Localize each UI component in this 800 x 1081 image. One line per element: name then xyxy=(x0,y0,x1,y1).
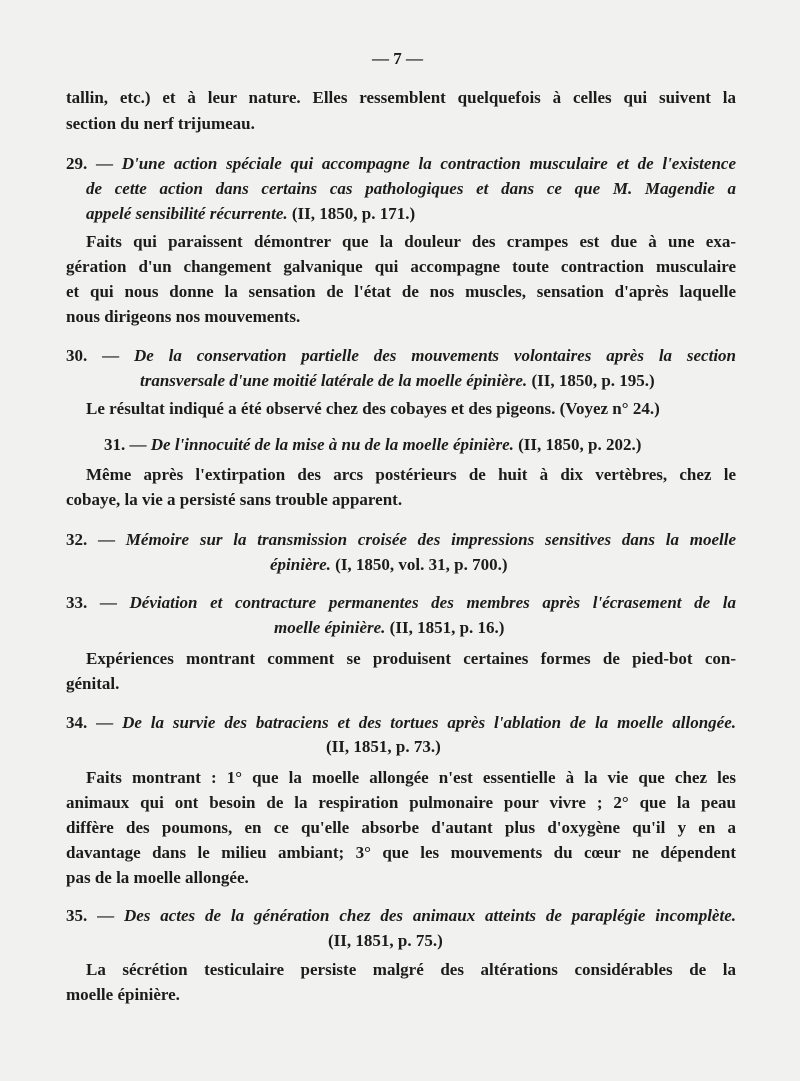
entry-31-title: De l'innocuité de la mise à nu de la moelle épinière. xyxy=(150,435,514,454)
entry-34-title: De la survie des batraciens et des tortues après l'ablation de la moelle allongée. xyxy=(122,713,736,732)
entry-33-number: 33. — xyxy=(66,593,130,612)
entry-32-title: Mémoire sur la transmission croisée des impressions sensitives dans la moelle xyxy=(125,530,736,549)
entry-30-title: De la conservation partielle des mouvements volontaires après la section xyxy=(133,346,736,365)
entry-32-title-end: épinière. xyxy=(270,555,331,574)
entry-33-title-line-2 xyxy=(274,618,504,638)
entry-34-body-line-4: davantage dans le milieu ambiant; 3° que les mouvements du cœur ne dépendent xyxy=(66,843,736,862)
entry-33-reference: (II, 1851, p. 16.) xyxy=(385,618,505,637)
entry-32-title-line-2 xyxy=(270,555,508,575)
entry-29-body-line-1: Faits qui paraissent démontrer que la douleur des crampes est due à une exa- xyxy=(86,232,736,251)
entry-35-reference: (II, 1851, p. 75.) xyxy=(328,931,443,950)
entry-34-body-line-2: animaux qui ont besoin de la respiration pulmonaire pour vivre ; 2° que la peau xyxy=(66,793,736,812)
entry-31-title-line-1 xyxy=(104,435,641,455)
entry-30-number: 30. — xyxy=(66,346,134,365)
intro-line-1: tallin, etc.) et à leur nature. Elles ressemblent quelquefois à celles qui suivent la xyxy=(66,88,736,107)
entry-35-number: 35. — xyxy=(66,906,124,925)
entry-30-title-line-1 xyxy=(66,346,736,366)
entry-33-title: Déviation et contracture permanentes des membres après l'écrasement de la xyxy=(129,593,737,612)
entry-34-title-line-1 xyxy=(66,713,736,733)
entry-29-title: D'une action spéciale qui accompagne la contraction musculaire et de l'existence xyxy=(121,154,736,173)
entry-29-reference: (II, 1850, p. 171.) xyxy=(287,204,416,223)
entry-29-title-line-1 xyxy=(66,154,736,174)
entry-29-body-line-2: gération d'un changement galvanique qui accompagne toute contraction musculaire xyxy=(66,257,736,276)
entry-34-body-line-5: pas de la moelle allongée. xyxy=(66,868,249,887)
entry-35-title: Des actes de la génération chez des animaux atteints de paraplégie incomplète. xyxy=(123,906,736,925)
entry-35-body-line-2: moelle épinière. xyxy=(66,985,180,1004)
entry-30-body-line-1: Le résultat indiqué a été observé chez des cobayes et des pigeons. (Voyez n° 24.) xyxy=(86,399,660,418)
entry-31-reference: (II, 1850, p. 202.) xyxy=(513,435,642,454)
entry-35-body-line-1: La sécrétion testiculaire persiste malgré des altérations considérables de la xyxy=(86,960,736,979)
entry-35-title-line-1 xyxy=(66,906,736,926)
entry-30-title-line-2 xyxy=(140,371,655,391)
entry-32-title-line-1 xyxy=(66,530,736,550)
entry-34-body-line-3: diffère des poumons, en ce qu'elle absorbe d'autant plus d'oxygène qu'il y en a xyxy=(66,818,736,837)
entry-33-body-line-1: Expériences montrant comment se produisent certaines formes de pied-bot con- xyxy=(86,649,736,668)
entry-33-body-line-2: génital. xyxy=(66,674,120,693)
intro-line-2: section du nerf trijumeau. xyxy=(66,114,255,133)
entry-32-reference: (I, 1850, vol. 31, p. 700.) xyxy=(330,555,508,574)
entry-29-title-end: appelé sensibilité récurrente. xyxy=(86,204,288,223)
entry-31-body-line-1: Même après l'extirpation des arcs postérieurs de huit à dix vertèbres, chez le xyxy=(86,465,736,484)
entry-29-body-line-3: et qui nous donne la sensation de l'état de nos muscles, sensation d'après laquelle xyxy=(66,282,736,301)
entry-29-title-line-2: de cette action dans certains cas pathologiques et dans ce que M. Magendie a xyxy=(86,179,736,198)
entry-34-body-line-1: Faits montrant : 1° que la moelle allongée n'est essentielle à la vie que chez les xyxy=(86,768,736,787)
entry-30-title-end: transversale d'une moitié latérale de la moelle épinière. xyxy=(140,371,528,390)
entry-29-body-line-4: nous dirigeons nos mouvements. xyxy=(66,307,301,326)
entry-29-number: 29. — xyxy=(66,154,122,173)
entry-32-number: 32. — xyxy=(66,530,126,549)
entry-33-title-end: moelle épinière. xyxy=(274,618,386,637)
entry-31-number: 31. — xyxy=(104,435,151,454)
entry-34-number: 34. — xyxy=(66,713,123,732)
entry-33-title-line-1 xyxy=(66,593,736,613)
entry-31-body-line-2: cobaye, la vie a persisté sans trouble apparent. xyxy=(66,490,403,509)
entry-30-reference: (II, 1850, p. 195.) xyxy=(527,371,655,390)
page-number: — 7 — xyxy=(372,49,423,68)
entry-34-reference: (II, 1851, p. 73.) xyxy=(326,737,441,756)
entry-29-title-line-3 xyxy=(86,204,415,224)
